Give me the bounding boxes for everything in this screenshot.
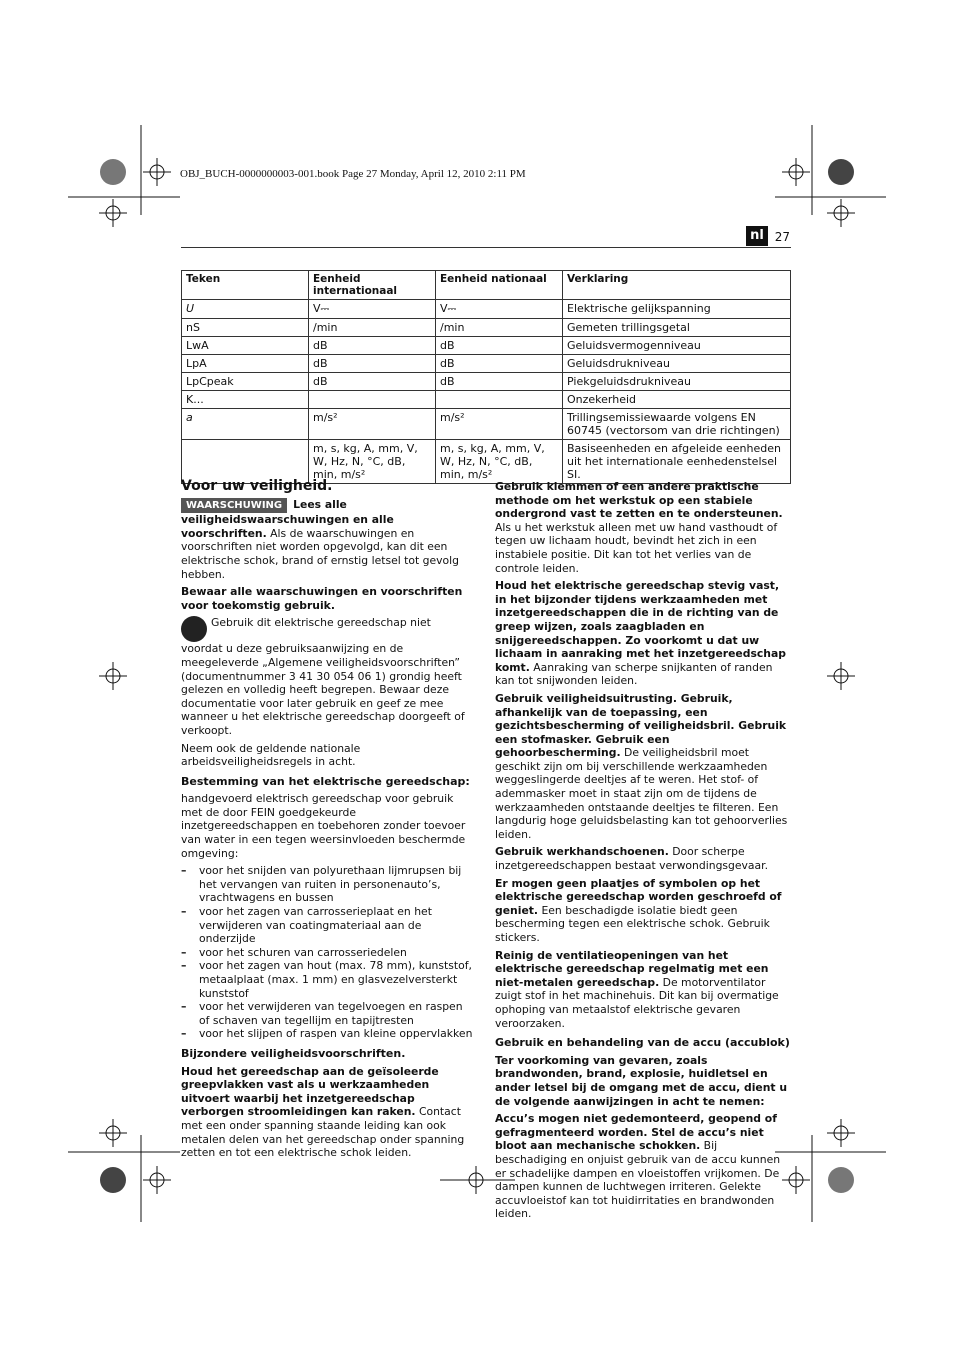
table-cell: V⎓ xyxy=(436,300,563,319)
paragraph-bold: Gebruik werkhandschoenen. xyxy=(495,845,669,859)
table-cell: m/s² xyxy=(436,409,563,440)
keep-instructions: Bewaar alle waarschuwingen en voorschriften voor toekomstig gebruik. xyxy=(181,585,463,612)
manual-text: Gebruik dit elektrische gereedschap niet voordat u deze gebruiksaanwijzing en de meegeleverde „Algemene veiligheidsvoorschriften” (documentnummer 3 41 30 054 06 1) grondig heeft gelezen en volledig heeft begrepen. Bewaar deze documentatie voor later gebruik en geef ze mee wanneer u het elektrische gereedschap doorgeeft of verkoopt. xyxy=(181,616,465,737)
list-item: – voor het schuren van carrosseriedelen xyxy=(181,946,475,960)
table-cell xyxy=(436,391,563,409)
warning-text: Als de waarschuwingen en voorschriften niet worden opgevolgd, kan dit een elektrische schok, brand of ernstig letsel tot gevolg hebben. xyxy=(181,526,459,581)
left-column xyxy=(181,480,475,1164)
table-cell xyxy=(182,440,309,484)
table-cell: m/s² xyxy=(309,409,436,440)
paragraph-text: Een beschadigde isolatie biedt geen bescherming tegen een elektrische schok. Gebruik stickers. xyxy=(495,903,770,944)
paragraph-bold: Er mogen geen plaatjes of symbolen op het elektrische gereedschap worden geschroefd of geniet. xyxy=(495,876,782,917)
table-cell: LpA xyxy=(182,355,309,373)
section-title: Voor uw veiligheid. xyxy=(181,478,333,494)
table-row xyxy=(182,319,791,337)
read-manual-icon xyxy=(181,616,207,642)
table-cell: Trillingsemissiewaarde volgens EN 60745 (vectorsom van drie richtingen) xyxy=(563,409,791,440)
header-rule xyxy=(181,247,791,248)
battery-intro: Ter voorkoming van gevaren, zoals brandwonden, brand, explosie, huidletsel en ander letsel bij de omgang met de accu, dient u de volgende aanwijzingen in acht te nemen: xyxy=(495,1053,788,1108)
paragraph-bold: Gebruik veiligheidsuitrusting. Gebruik, afhankelijk van de toepassing, een gezichtsbescherming of veiligheidsbril. Gebruik een stofmasker. Gebruik een gehoorbescherming. xyxy=(495,691,787,760)
table-cell: dB xyxy=(309,355,436,373)
warning-badge: WAARSCHUWING xyxy=(181,498,287,514)
paragraph-text: De motorventilator zuigt stof in het machinehuis. Dit kan bij overmatige ophoping van metaalstof elektrische gevaren veroorzaken. xyxy=(495,975,779,1030)
table-cell: m, s, kg, A, mm, V, W, Hz, N, °C, dB, min, m/s² xyxy=(436,440,563,484)
table-header-row xyxy=(182,271,791,300)
right-column xyxy=(495,480,791,1225)
page-number: 27 xyxy=(774,230,790,244)
table-cell: Gemeten trillingsgetal xyxy=(563,319,791,337)
table-cell: a xyxy=(182,409,309,440)
table-header: Verklaring xyxy=(563,271,791,300)
special-title: Bijzondere veiligheidsvoorschriften. xyxy=(181,1046,406,1060)
table-cell: V⎓ xyxy=(309,300,436,319)
table-cell: nS xyxy=(182,319,309,337)
list-item: – voor het slijpen of raspen van kleine oppervlakken xyxy=(181,1027,475,1041)
purpose-list xyxy=(181,864,475,1041)
paragraph-text: Bij beschadiging en onjuist gebruik van de accu kunnen er schadelijke dampen en vloeistoffen vrijkomen. De dampen kunnen de luchtwegen irriteren. Gelekte accuvloeistof kan tot huidirritaties en brandwonden leiden. xyxy=(495,1139,781,1221)
table-row xyxy=(182,391,791,409)
table-row xyxy=(182,440,791,484)
table-cell: /min xyxy=(309,319,436,337)
list-item: – voor het snijden van polyurethaan lijmrupsen bij het vervangen van ruiten in personenauto’s, vrachtwagens en bussen xyxy=(181,864,475,905)
table-cell: Geluidsdrukniveau xyxy=(563,355,791,373)
battery-title: Gebruik en behandeling van de accu (accublok) xyxy=(495,1036,790,1050)
table-cell: K... xyxy=(182,391,309,409)
paragraph-bold: Houd het elektrische gereedschap stevig vast, in het bijzonder tijdens werkzaamheden met inzetgereedschappen die in de richting van de greep wijzen, zoals zaagbladen en snijgereedschappen. Zo voorkomt u dat uw lichaam in aanraking met het inzetgereedschap komt. xyxy=(495,579,786,674)
national-rules-text: Neem ook de geldende nationale arbeidsveiligheidsregels in acht. xyxy=(181,741,361,769)
table-row xyxy=(182,409,791,440)
table-row xyxy=(182,300,791,319)
language-badge: nl xyxy=(746,226,768,246)
warning-bold: Lees alle veiligheidswaarschuwingen en alle voorschriften. xyxy=(181,497,394,540)
paragraph-bold: Gebruik klemmen of een andere praktische methode om het werkstuk op een stabiele ondergrond vast te zetten en te ondersteunen. xyxy=(495,480,783,521)
table-cell: dB xyxy=(436,373,563,391)
table-cell: LwA xyxy=(182,337,309,355)
table-cell: /min xyxy=(436,319,563,337)
table-cell: dB xyxy=(309,337,436,355)
list-item: – voor het zagen van carrosserieplaat en het verwijderen van coatingmateriaal aan de onderzijde xyxy=(181,905,475,946)
list-item: – voor het zagen van hout (max. 78 mm), kunststof, metaalplaat (max. 1 mm) en glasvezelversterkt kunststof xyxy=(181,959,475,1000)
paragraph-text: Door scherpe inzetgereedschappen bestaat verwondingsgevaar. xyxy=(495,845,769,873)
table-header: Teken xyxy=(182,271,309,300)
table-header: Eenheid nationaal xyxy=(436,271,563,300)
paragraph-text: Aanraking van scherpe snijkanten of randen kan tot snijwonden leiden. xyxy=(495,660,773,688)
list-item: – voor het verwijderen van tegelvoegen en raspen of schaven van tegellijm en tapijtresten xyxy=(181,1000,475,1027)
table-cell: dB xyxy=(436,337,563,355)
table-cell: U xyxy=(182,300,309,319)
paragraph-bold: Reinig de ventilatieopeningen van het elektrische gereedschap regelmatig met een niet-metalen gereedschap. xyxy=(495,948,769,989)
table-cell: Onzekerheid xyxy=(563,391,791,409)
paragraph-text: De veiligheidsbril moet geschikt zijn om bij verschillende werkzaamheden weggeslingerde deeltjes af te weren. Het stof- of ademmasker moet in staat zijn om de tijdens de werkzaamheden ontstaande deeltjes te filteren. Een langdurig hoge geluidsbelasting kan tot gehoorverlies leiden. xyxy=(495,746,788,841)
table-row xyxy=(182,373,791,391)
table-cell xyxy=(309,391,436,409)
file-header: OBJ_BUCH-0000000003-001.book Page 27 Monday, April 12, 2010 2:11 PM xyxy=(180,168,526,180)
table-cell: m, s, kg, A, mm, V, W, Hz, N, °C, dB, min, m/s² xyxy=(309,440,436,484)
table-header: Eenheid internationaal xyxy=(309,271,436,300)
table-row xyxy=(182,337,791,355)
table-cell: dB xyxy=(436,355,563,373)
special-text: Contact met een onder spanning staande leiding kan ook metalen delen van het gereedschap onder spanning zetten en tot een elektrische schok leiden. xyxy=(181,1105,465,1160)
special-bold: Houd het gereedschap aan de geïsoleerde greepvlakken vast als u werkzaamheden uitvoert waarbij het inzetgereedschap verborgen stroomleidingen kan raken. xyxy=(181,1064,439,1119)
table-cell: Elektrische gelijkspanning xyxy=(563,300,791,319)
table-cell: Geluidsvermogenniveau xyxy=(563,337,791,355)
table-cell: LpCpeak xyxy=(182,373,309,391)
paragraph-bold: Accu’s mogen niet gedemonteerd, geopend of gefragmenteerd worden. Stel de accu’s niet bloot aan mechanische schokken. xyxy=(495,1112,777,1153)
table-cell: Basiseenheden en afgeleide eenheden uit het internationale eenhedenstelsel SI. xyxy=(563,440,791,484)
purpose-text: handgevoerd elektrisch gereedschap voor gebruik met de door FEIN goedgekeurde inzetgereedschappen en toebehoren zonder toevoer van water in een tegen weersinvloeden beschermde omgeving: xyxy=(181,792,466,860)
table-cell: Piekgeluidsdrukniveau xyxy=(563,373,791,391)
table-row xyxy=(182,355,791,373)
paragraph-text: Als u het werkstuk alleen met uw hand vasthoudt of tegen uw lichaam houdt, bevindt het zich in een instabiele positie. Dit kan tot het verlies van de controle leiden. xyxy=(495,520,778,575)
purpose-title: Bestemming van het elektrische gereedschap: xyxy=(181,774,470,788)
units-table xyxy=(181,270,791,484)
table-cell: dB xyxy=(309,373,436,391)
